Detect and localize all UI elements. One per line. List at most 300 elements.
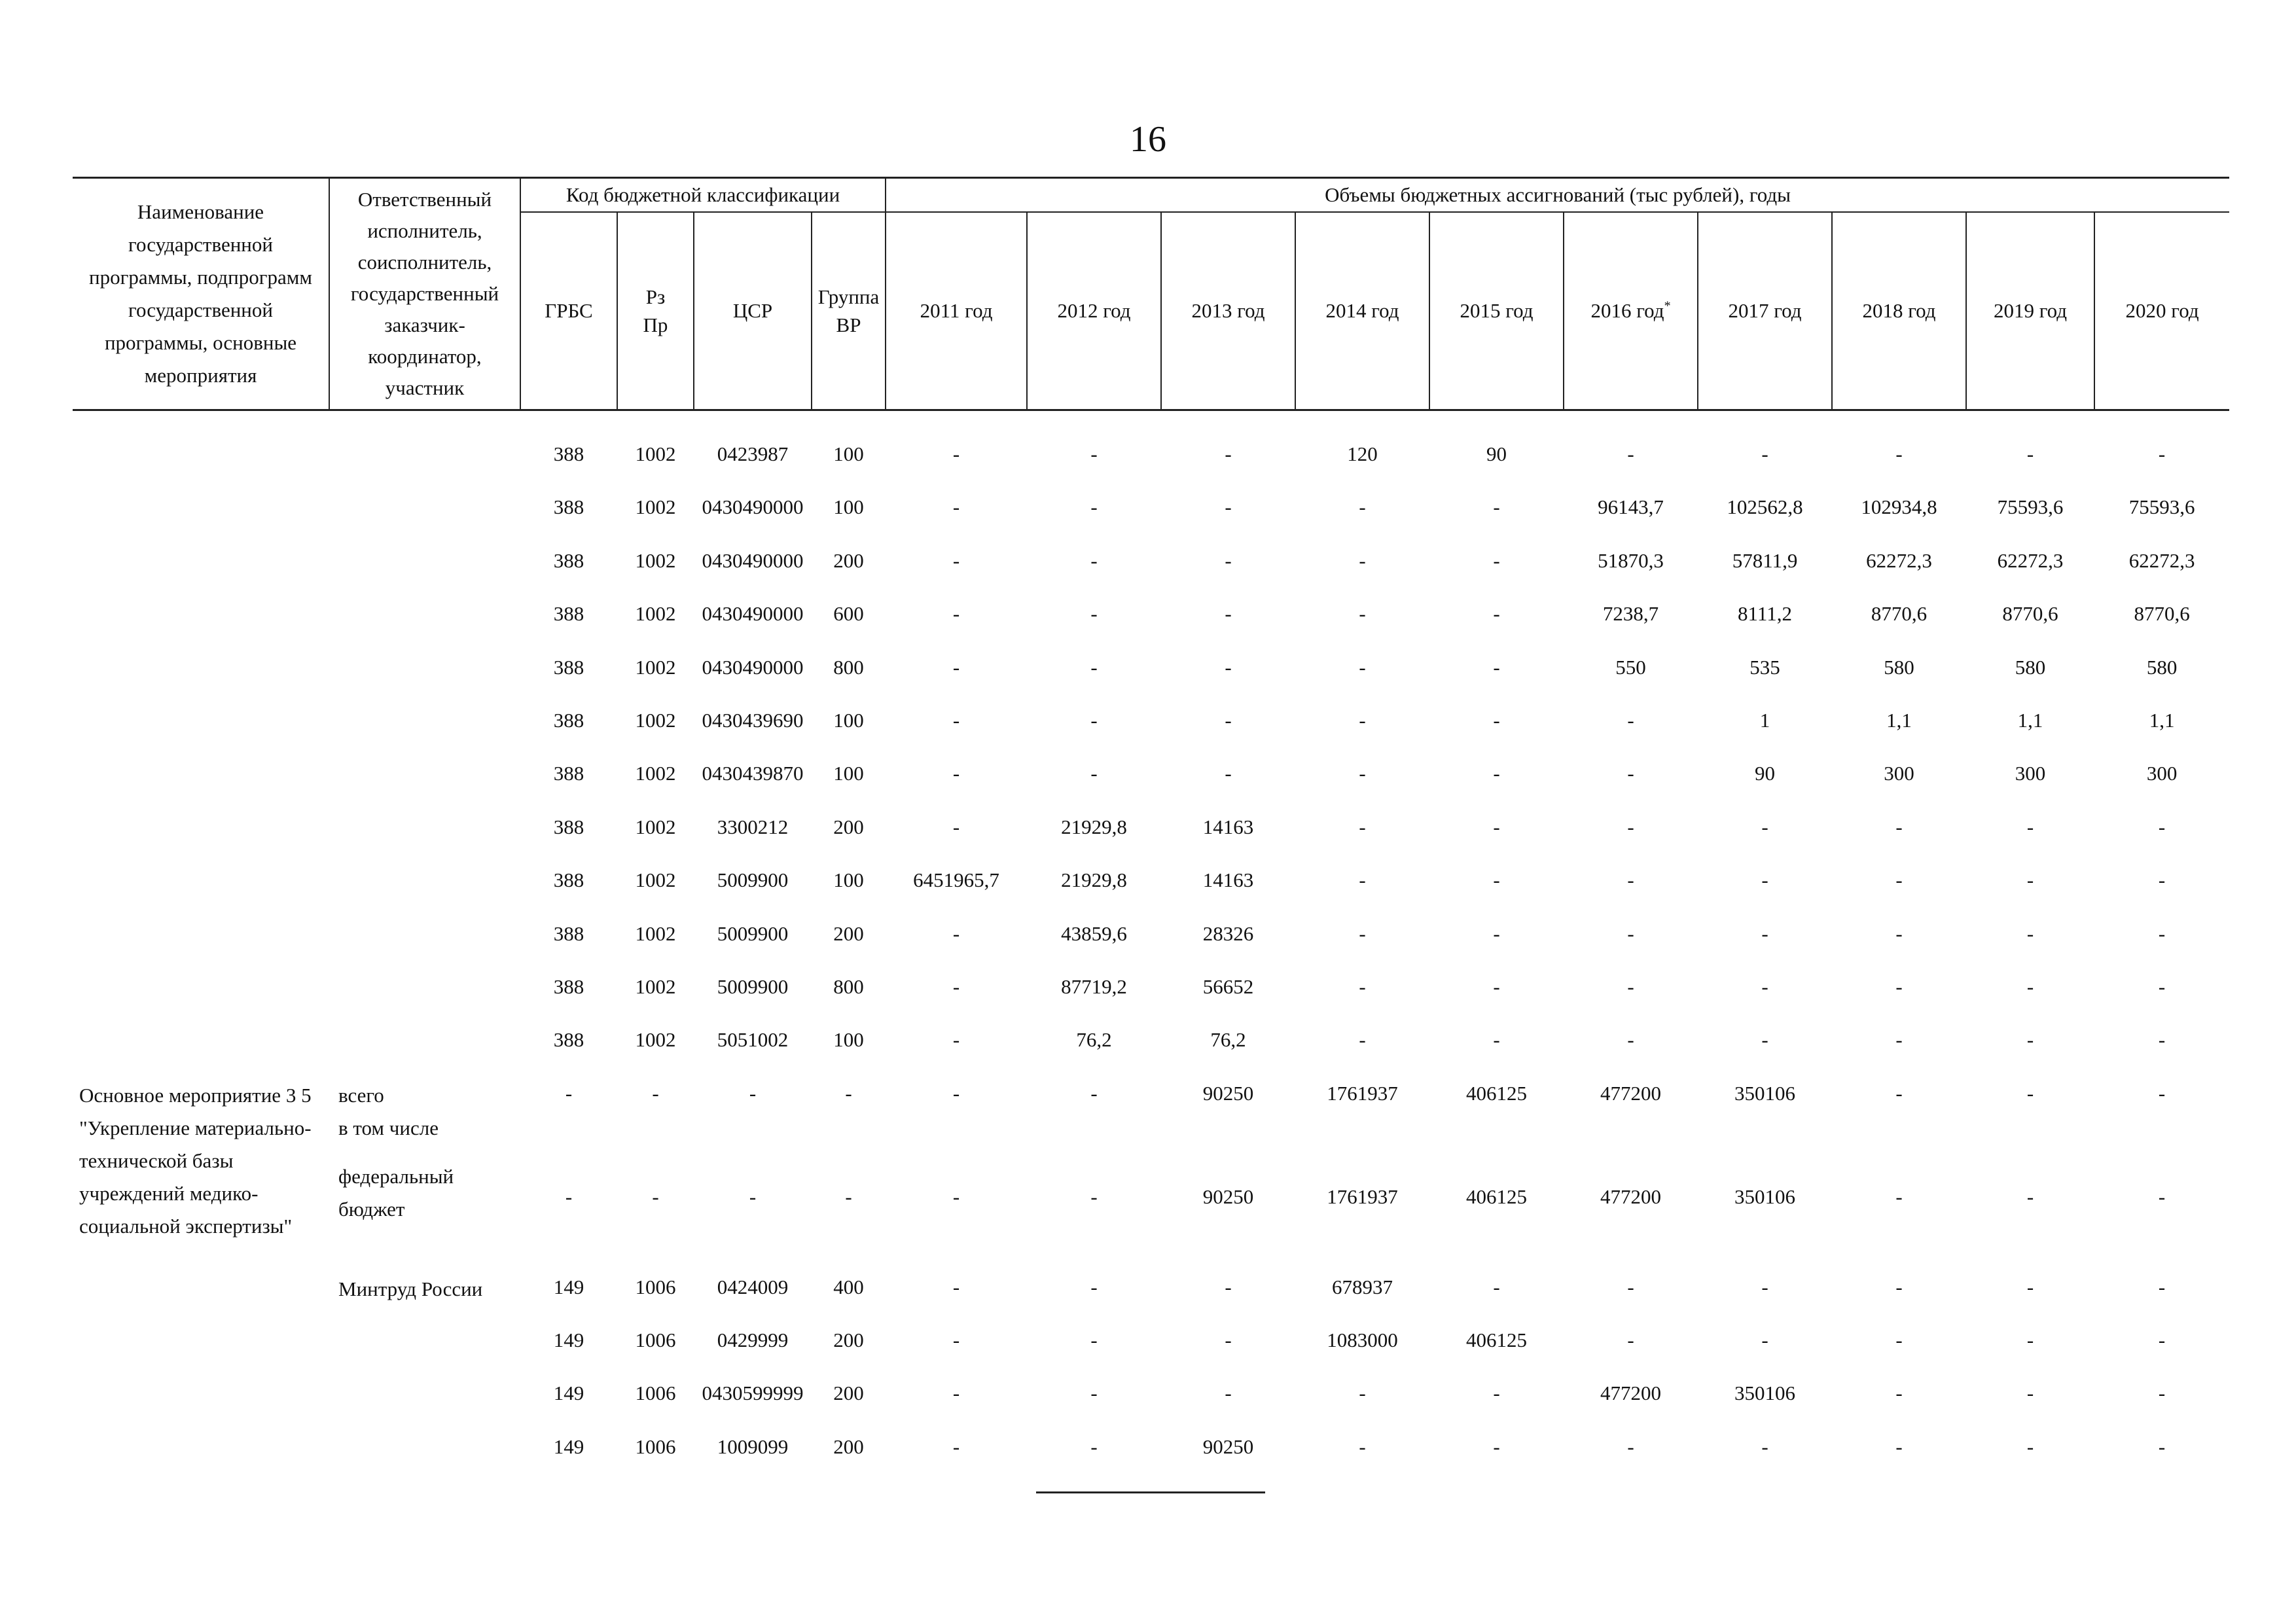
code-cell: 0429999	[717, 1329, 789, 1352]
amount-cell: -	[952, 974, 960, 998]
code-cell: -	[845, 1185, 852, 1208]
code-cell: 200	[833, 548, 864, 572]
amount-cell: -	[952, 655, 960, 679]
code-cell: -	[652, 1185, 659, 1208]
amount-cell: -	[1493, 762, 1500, 785]
amount-cell: -	[1359, 655, 1366, 679]
amount-cell: -	[1895, 1275, 1903, 1298]
amount-cell: 8770,6	[1871, 602, 1928, 626]
amount-cell: 477200	[1600, 1081, 1662, 1105]
amount-cell: -	[1090, 1081, 1098, 1105]
code-cell: 0430439870	[702, 762, 804, 785]
amount-cell: -	[1761, 442, 1768, 465]
header-year-label: 2013 год	[1191, 299, 1265, 323]
amount-cell: -	[1761, 1329, 1768, 1352]
amount-cell: -	[1761, 868, 1768, 892]
header-year-3	[1295, 212, 1429, 410]
amount-cell: -	[1627, 1329, 1634, 1352]
amount-cell: 550	[1615, 655, 1646, 679]
header-year-5	[1564, 212, 1698, 410]
header-code-2: ЦСР	[694, 212, 812, 410]
amount-cell: -	[1627, 762, 1634, 785]
header-year-label: 2017 год	[1728, 299, 1802, 323]
amount-cell: -	[2158, 1435, 2166, 1458]
code-cell: 0424009	[717, 1275, 789, 1298]
amount-cell: -	[1090, 1185, 1098, 1208]
amount-cell: -	[1493, 921, 1500, 945]
code-cell: 1002	[635, 708, 676, 732]
header-code-1: Рз Пр	[617, 212, 694, 410]
code-cell: -	[845, 1081, 852, 1105]
code-cell: 149	[553, 1275, 584, 1298]
code-cell: 1002	[635, 921, 676, 945]
code-cell: 149	[553, 1435, 584, 1458]
amount-cell: -	[1895, 974, 1903, 998]
amount-cell: -	[1090, 1329, 1098, 1352]
amount-cell: -	[1627, 815, 1634, 838]
amount-cell: -	[2026, 1382, 2034, 1405]
amount-cell: -	[1493, 655, 1500, 679]
amount-cell: -	[1359, 868, 1366, 892]
header-year-6	[1698, 212, 1832, 410]
empty-resp-cell	[329, 916, 520, 969]
amount-cell: -	[1090, 548, 1098, 572]
amount-cell: -	[1493, 815, 1500, 838]
amount-cell: -	[2158, 1081, 2166, 1105]
code-cell: 100	[833, 708, 864, 732]
amount-cell: -	[2026, 1081, 2034, 1105]
amount-cell: -	[2026, 868, 2034, 892]
code-cell: 1002	[635, 495, 676, 519]
ministry-label: Минтруд России	[338, 1277, 483, 1300]
code-cell: 1006	[635, 1435, 676, 1458]
header-year-label: 2016 год	[1590, 299, 1664, 323]
code-cell: 1002	[635, 548, 676, 572]
code-cell: 5051002	[717, 1028, 789, 1052]
table-row-federal	[73, 1160, 2229, 1269]
table-body	[73, 410, 2229, 1482]
code-cell: 200	[833, 1329, 864, 1352]
amount-cell: 102562,8	[1727, 495, 1803, 519]
code-cell: 388	[553, 442, 584, 465]
amount-cell: -	[1225, 762, 1232, 785]
amount-cell: -	[1225, 495, 1232, 519]
empty-resp-cell	[329, 702, 520, 755]
code-cell: 149	[553, 1382, 584, 1405]
empty-resp-cell	[329, 809, 520, 862]
code-cell: 400	[833, 1275, 864, 1298]
amount-cell: -	[1359, 1435, 1366, 1458]
amount-cell: -	[1761, 1435, 1768, 1458]
code-cell: 0430490000	[702, 602, 804, 626]
code-cell: -	[565, 1185, 573, 1208]
amount-cell: -	[2026, 1275, 2034, 1298]
amount-cell: -	[952, 1435, 960, 1458]
code-cell: -	[749, 1081, 757, 1105]
header-year-label: 2012 год	[1057, 299, 1131, 323]
footnote-mark: *	[1664, 298, 1671, 313]
amount-cell: -	[1627, 974, 1634, 998]
amount-cell: 21929,8	[1061, 815, 1127, 838]
amount-cell: 75593,6	[1997, 495, 2064, 519]
page-number: 16	[1130, 119, 1166, 160]
amount-cell: 62272,3	[2128, 548, 2195, 572]
header-year-1	[1027, 212, 1161, 410]
amount-cell: 350106	[1734, 1185, 1796, 1208]
amount-cell: 580	[2015, 655, 2046, 679]
code-cell: 1006	[635, 1275, 676, 1298]
amount-cell: 300	[1884, 762, 1914, 785]
code-cell: 388	[553, 548, 584, 572]
code-cell: 149	[553, 1329, 584, 1352]
table-row	[73, 1269, 2229, 1322]
amount-cell: -	[1090, 1435, 1098, 1458]
amount-cell: 535	[1749, 655, 1780, 679]
amount-cell: 678937	[1332, 1275, 1393, 1298]
amount-cell: -	[1225, 442, 1232, 465]
code-cell: 3300212	[717, 815, 789, 838]
amount-cell: 87719,2	[1061, 974, 1127, 998]
amount-cell: -	[1895, 1185, 1903, 1208]
amount-cell: -	[1359, 815, 1366, 838]
amount-cell: -	[1761, 815, 1768, 838]
code-cell: 1002	[635, 974, 676, 998]
amount-cell: -	[1761, 921, 1768, 945]
amount-cell: -	[1090, 1275, 1098, 1298]
amount-cell: 90250	[1202, 1435, 1254, 1458]
code-cell: 100	[833, 495, 864, 519]
code-cell: 388	[553, 602, 584, 626]
amount-cell: -	[1761, 1275, 1768, 1298]
table-row	[73, 969, 2229, 1022]
amount-cell: 76,2	[1210, 1028, 1246, 1052]
amount-cell: 43859,6	[1061, 921, 1127, 945]
amount-cell: 406125	[1466, 1329, 1528, 1352]
code-cell: 0430490000	[702, 548, 804, 572]
empty-name-cell	[73, 1022, 329, 1075]
amount-cell: 406125	[1466, 1185, 1528, 1208]
spacer-row	[73, 410, 2229, 437]
amount-cell: -	[1493, 548, 1500, 572]
table-header	[73, 178, 2229, 410]
amount-cell: -	[1090, 762, 1098, 785]
amount-cell: 8111,2	[1738, 602, 1792, 626]
amount-cell: -	[952, 708, 960, 732]
amount-cell: 6451965,7	[913, 868, 999, 892]
code-cell: 1006	[635, 1329, 676, 1352]
amount-cell: -	[1225, 708, 1232, 732]
amount-cell: -	[1493, 974, 1500, 998]
table-row	[73, 862, 2229, 915]
amount-cell: -	[1090, 655, 1098, 679]
empty-name-cell	[73, 969, 329, 1022]
amount-cell: -	[2026, 815, 2034, 838]
amount-cell: -	[1895, 1435, 1903, 1458]
amount-cell: -	[2026, 1185, 2034, 1208]
amount-cell: -	[1627, 442, 1634, 465]
amount-cell: -	[1895, 868, 1903, 892]
table-row	[73, 702, 2229, 755]
amount-cell: -	[1627, 708, 1634, 732]
code-cell: -	[652, 1081, 659, 1105]
empty-resp-cell	[329, 543, 520, 596]
amount-cell: 1	[1759, 708, 1770, 732]
header-year-label: 2014 год	[1325, 299, 1399, 323]
amount-cell: -	[952, 495, 960, 519]
amount-cell: -	[1493, 495, 1500, 519]
amount-cell: -	[2026, 974, 2034, 998]
budget-table-container	[73, 177, 2226, 1482]
code-cell: 1002	[635, 868, 676, 892]
header-budget-amounts-group: Объемы бюджетных ассигнований (тыс рублей), годы	[886, 178, 2229, 213]
header-code-3: Группа ВР	[812, 212, 886, 410]
amount-cell: -	[952, 442, 960, 465]
header-year-4	[1429, 212, 1564, 410]
code-cell: 100	[833, 1028, 864, 1052]
amount-cell: -	[1359, 548, 1366, 572]
amount-cell: 1761937	[1327, 1081, 1398, 1105]
header-year-7	[1832, 212, 1966, 410]
code-cell: 1002	[635, 815, 676, 838]
amount-cell: -	[2158, 1185, 2166, 1208]
amount-cell: -	[1493, 1275, 1500, 1298]
table-row	[73, 1022, 2229, 1075]
empty-name-cell	[73, 489, 329, 542]
label-total: всего	[338, 1083, 384, 1107]
code-cell: 1002	[635, 1028, 676, 1052]
empty-resp-cell	[329, 1022, 520, 1075]
amount-cell: 102934,8	[1861, 495, 1937, 519]
table-row	[73, 755, 2229, 808]
amount-cell: -	[1895, 1382, 1903, 1405]
amount-cell: 14163	[1202, 868, 1254, 892]
header-year-label: 2015 год	[1460, 299, 1534, 323]
empty-resp-cell	[329, 436, 520, 489]
amount-cell: -	[1090, 1382, 1098, 1405]
code-cell: 388	[553, 708, 584, 732]
header-year-9	[2094, 212, 2229, 410]
amount-cell: -	[952, 548, 960, 572]
amount-cell: -	[1090, 442, 1098, 465]
amount-cell: 90	[1486, 442, 1507, 465]
amount-cell: -	[2158, 442, 2166, 465]
amount-cell: -	[2026, 1329, 2034, 1352]
amount-cell: 1,1	[1886, 708, 1912, 732]
amount-cell: -	[2158, 815, 2166, 838]
header-program-name: Наименование государственной программы, подпрограмм государственной программы, основные мероприятия	[73, 178, 329, 410]
header-budget-code-group: Код бюджетной классификации	[520, 178, 886, 213]
empty-name-cell	[73, 916, 329, 969]
amount-cell: -	[1627, 1275, 1634, 1298]
amount-cell: -	[952, 1185, 960, 1208]
amount-cell: -	[1225, 602, 1232, 626]
code-cell: 100	[833, 868, 864, 892]
table-row	[73, 916, 2229, 969]
amount-cell: -	[2026, 1028, 2034, 1052]
amount-cell: 90	[1755, 762, 1776, 785]
amount-cell: -	[952, 1275, 960, 1298]
amount-cell: -	[1493, 708, 1500, 732]
amount-cell: 8770,6	[2134, 602, 2190, 626]
amount-cell: 90250	[1202, 1081, 1254, 1105]
amount-cell: 350106	[1734, 1382, 1796, 1405]
code-cell: 600	[833, 602, 864, 626]
header-year-label: 2020 год	[2125, 299, 2199, 323]
amount-cell: 477200	[1600, 1382, 1662, 1405]
code-cell: 388	[553, 815, 584, 838]
amount-cell: -	[1895, 921, 1903, 945]
code-cell: 1009099	[717, 1435, 789, 1458]
code-cell: 388	[553, 655, 584, 679]
header-year-2	[1161, 212, 1295, 410]
empty-name-cell	[73, 862, 329, 915]
budget-table	[73, 177, 2229, 1482]
amount-cell: -	[1225, 1329, 1232, 1352]
label-federal-budget: федеральный бюджет	[338, 1164, 454, 1221]
code-cell: 0430439690	[702, 708, 804, 732]
amount-cell: 477200	[1600, 1185, 1662, 1208]
spacer-cell	[73, 410, 2229, 437]
measure-name: Основное мероприятие 3 5 "Укрепление материально-технической базы учреждений медико-социальной экспертизы"	[79, 1083, 312, 1238]
code-cell: 0423987	[717, 442, 789, 465]
amount-cell: -	[1627, 921, 1634, 945]
amount-cell: -	[1359, 762, 1366, 785]
empty-name-cell	[73, 436, 329, 489]
amount-cell: 120	[1347, 442, 1378, 465]
amount-cell: -	[1493, 602, 1500, 626]
code-cell: 5009900	[717, 974, 789, 998]
code-cell: 5009900	[717, 868, 789, 892]
code-cell: 100	[833, 442, 864, 465]
header-year-label: 2011 год	[920, 299, 993, 323]
amount-cell: -	[1090, 602, 1098, 626]
code-cell: 800	[833, 974, 864, 998]
amount-cell: 14163	[1202, 815, 1254, 838]
amount-cell: 96143,7	[1598, 495, 1664, 519]
empty-name-cell	[73, 755, 329, 808]
code-cell: 388	[553, 1028, 584, 1052]
empty-resp-cell	[329, 596, 520, 649]
amount-cell: -	[1493, 1382, 1500, 1405]
code-cell: 1002	[635, 602, 676, 626]
amount-cell: -	[1359, 495, 1366, 519]
amount-cell: 580	[1884, 655, 1914, 679]
table-row	[73, 809, 2229, 862]
amount-cell: -	[2158, 868, 2166, 892]
code-cell: 0430490000	[702, 495, 804, 519]
empty-name-cell	[73, 809, 329, 862]
amount-cell: -	[1090, 708, 1098, 732]
empty-name-cell	[73, 649, 329, 702]
header-code-0: ГРБС	[520, 212, 617, 410]
amount-cell: 300	[2015, 762, 2046, 785]
code-cell: 1002	[635, 442, 676, 465]
empty-resp-cell	[329, 862, 520, 915]
amount-cell: 62272,3	[1997, 548, 2064, 572]
code-cell: -	[565, 1081, 573, 1105]
amount-cell: -	[952, 1382, 960, 1405]
amount-cell: 62272,3	[1866, 548, 1932, 572]
amount-cell: -	[1895, 815, 1903, 838]
amount-cell: 28326	[1202, 921, 1254, 945]
code-cell: 388	[553, 762, 584, 785]
code-cell: -	[749, 1185, 757, 1208]
code-cell: 200	[833, 1435, 864, 1458]
amount-cell: -	[1493, 1435, 1500, 1458]
footer-rule	[1036, 1491, 1265, 1493]
amount-cell: -	[2158, 1028, 2166, 1052]
amount-cell: 56652	[1202, 974, 1254, 998]
amount-cell: -	[1895, 1081, 1903, 1105]
table-row-total	[73, 1075, 2229, 1160]
amount-cell: -	[1359, 1382, 1366, 1405]
empty-name-cell	[73, 543, 329, 596]
empty-resp-cell	[329, 489, 520, 542]
amount-cell: 57811,9	[1732, 548, 1798, 572]
header-responsible: Ответственный исполнитель, соисполнитель, государственный заказчик-координатор, участник	[329, 178, 520, 410]
amount-cell: 8770,6	[2002, 602, 2058, 626]
empty-resp-cell	[329, 649, 520, 702]
amount-cell: -	[1627, 1028, 1634, 1052]
amount-cell: -	[1225, 1275, 1232, 1298]
amount-cell: 350106	[1734, 1081, 1796, 1105]
amount-cell: -	[2158, 1382, 2166, 1405]
amount-cell: -	[1225, 1382, 1232, 1405]
amount-cell: -	[2158, 921, 2166, 945]
resp-total-cell	[329, 1075, 520, 1160]
code-cell: 200	[833, 815, 864, 838]
amount-cell: -	[1359, 921, 1366, 945]
code-cell: 388	[553, 974, 584, 998]
amount-cell: -	[2026, 1435, 2034, 1458]
amount-cell: -	[1359, 708, 1366, 732]
amount-cell: 300	[2146, 762, 2178, 785]
code-cell: 800	[833, 655, 864, 679]
amount-cell: 580	[2146, 655, 2178, 679]
amount-cell: -	[2158, 974, 2166, 998]
code-cell: 0430599999	[702, 1382, 804, 1405]
amount-cell: 1083000	[1327, 1329, 1398, 1352]
code-cell: 1002	[635, 762, 676, 785]
empty-name-cell	[73, 596, 329, 649]
amount-cell: -	[952, 921, 960, 945]
amount-cell: -	[1493, 868, 1500, 892]
amount-cell: 1,1	[2149, 708, 2175, 732]
table-row	[73, 596, 2229, 649]
code-cell: 0430490000	[702, 655, 804, 679]
amount-cell: -	[1761, 974, 1768, 998]
amount-cell: -	[1895, 1028, 1903, 1052]
amount-cell: -	[1895, 1329, 1903, 1352]
code-cell: 388	[553, 921, 584, 945]
code-cell: 1002	[635, 655, 676, 679]
code-cell: 1006	[635, 1382, 676, 1405]
amount-cell: -	[2158, 1329, 2166, 1352]
table-row	[73, 489, 2229, 542]
amount-cell: 1761937	[1327, 1185, 1398, 1208]
amount-cell: -	[952, 1329, 960, 1352]
code-cell: 388	[553, 495, 584, 519]
header-year-8	[1966, 212, 2094, 410]
amount-cell: -	[1225, 655, 1232, 679]
table-row	[73, 543, 2229, 596]
amount-cell: 7238,7	[1602, 602, 1659, 626]
amount-cell: 51870,3	[1598, 548, 1664, 572]
amount-cell: 21929,8	[1061, 868, 1127, 892]
amount-cell: -	[1627, 868, 1634, 892]
amount-cell: -	[2026, 921, 2034, 945]
header-year-label: 2018 год	[1862, 299, 1936, 323]
